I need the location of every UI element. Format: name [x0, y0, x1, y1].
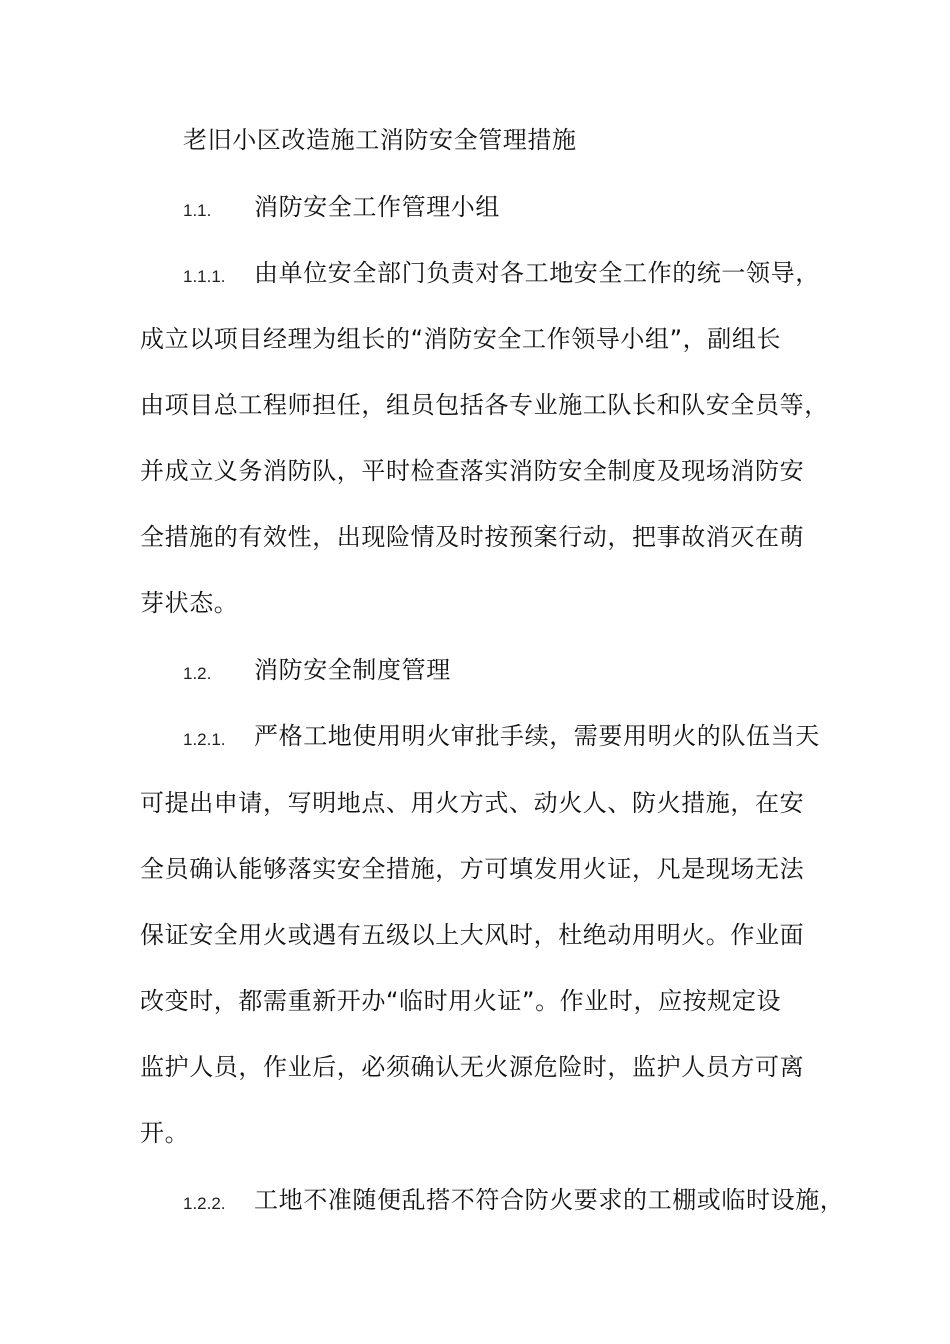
item-number: 1.2.2.: [183, 1194, 226, 1213]
paragraph-line: 开。: [140, 1119, 190, 1147]
paragraph-first-line: 严格工地使用明火审批手续，需要用明火的队伍当天: [254, 722, 820, 750]
paragraph-line: 保证安全用火或遇有五级以上大风时，杜绝动用明火。作业面: [140, 921, 805, 949]
paragraph-line: 全员确认能够落实安全措施，方可填发用火证，凡是现场无法: [140, 855, 805, 883]
paragraph-line: 改变时，都需重新开办“临时用火证”。作业时，应按规定设: [140, 987, 782, 1015]
section-heading: 消防安全制度管理: [254, 656, 451, 684]
item-number: 1.2.1.: [183, 730, 226, 749]
section-heading: 消防安全工作管理小组: [254, 193, 500, 221]
document-title: 老旧小区改造施工消防安全管理措施: [183, 126, 577, 154]
paragraph-line: 成立以项目经理为组长的“消防安全工作领导小组”，副组长: [140, 325, 782, 353]
paragraph-first-line: 工地不准随便乱搭不符合防火要求的工棚或临时设施，: [254, 1186, 845, 1214]
paragraph-line: 由项目总工程师担任，组员包括各专业施工队长和队安全员等，: [140, 391, 829, 419]
paragraph-line: 并成立义务消防队，平时检查落实消防安全制度及现场消防安: [140, 457, 805, 485]
paragraph-line: 可提出申请，写明地点、用火方式、动火人、防火措施，在安: [140, 789, 805, 817]
section-number: 1.2.: [183, 664, 212, 683]
item-number: 1.1.1.: [183, 267, 226, 286]
paragraph-first-line: 由单位安全部门负责对各工地安全工作的统一领导，: [254, 259, 820, 287]
paragraph-line: 芽状态。: [140, 589, 239, 617]
paragraph-line: 监护人员，作业后，必须确认无火源危险时，监护人员方可离: [140, 1053, 805, 1081]
paragraph-line: 全措施的有效性，出现险情及时按预案行动，把事故消灭在萌: [140, 523, 805, 551]
section-number: 1.1.: [183, 201, 212, 220]
